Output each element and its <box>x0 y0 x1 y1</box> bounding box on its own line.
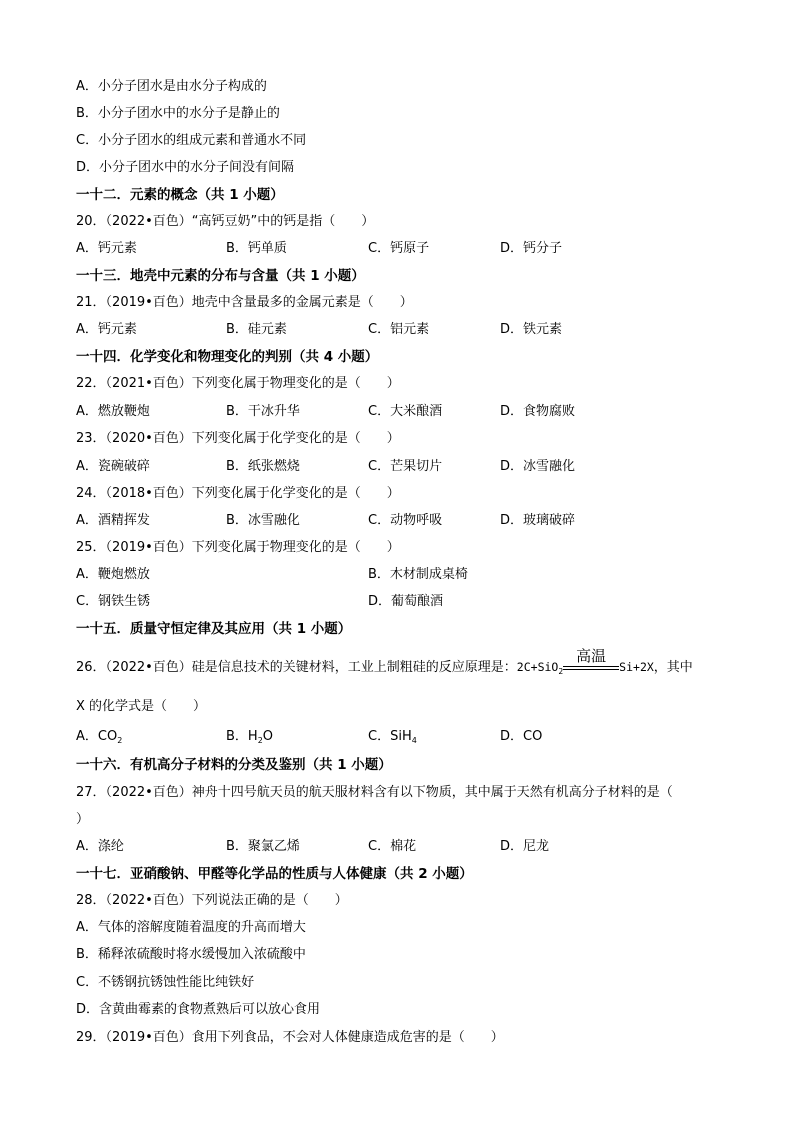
equation-equals-sign <box>563 646 619 672</box>
q28-option-c: C．不锈钢抗锈蚀性能比纯铁好 <box>76 975 255 990</box>
q24-option-b: B．冰雪融化 <box>226 513 300 528</box>
section-heading-12: 一十二．元素的概念（共 1 小题） <box>76 187 284 203</box>
q26-option-c-text: C．SiH <box>368 729 412 744</box>
q28-stem: 28．（2022•百色）下列说法正确的是（ ） <box>76 893 348 908</box>
q19-option-a: A．小分子团水是由水分子构成的 <box>76 79 267 94</box>
q27-option-d: D．尼龙 <box>500 839 550 854</box>
q20-stem: 20．（2022•百色）“高钙豆奶”中的钙是指（ ） <box>76 214 375 229</box>
q25-stem: 25．（2019•百色）下列变化属于物理变化的是（ ） <box>76 540 400 555</box>
section-heading-15: 一十五．质量守恒定律及其应用（共 1 小题） <box>76 621 352 637</box>
q26-stem <box>76 646 726 681</box>
q28-option-d: D．含黄曲霉素的食物煮熟后可以放心食用 <box>76 1002 321 1017</box>
q26-option-c <box>368 728 417 750</box>
q26-option-c-sub: 4 <box>411 736 417 745</box>
q26-option-b-tail: O <box>262 729 274 744</box>
q25-option-d: D．葡萄酿酒 <box>368 594 444 609</box>
q25-option-a: A．鞭炮燃放 <box>76 567 150 582</box>
section-heading-13: 一十三．地壳中元素的分布与含量（共 1 小题） <box>76 268 365 284</box>
q22-option-c: C．大米酿酒 <box>368 404 443 419</box>
q19-option-b: B．小分子团水中的水分子是静止的 <box>76 106 280 121</box>
q27-option-a: A．涤纶 <box>76 839 124 854</box>
q23-option-d: D．冰雪融化 <box>500 459 576 474</box>
q26-option-a-text: A．CO <box>76 729 118 744</box>
q21-option-b: B．硅元素 <box>226 322 287 337</box>
q27-option-b: B．聚氯乙烯 <box>226 839 300 854</box>
section-heading-16: 一十六．有机高分子材料的分类及鉴别（共 1 小题） <box>76 757 392 773</box>
q23-stem: 23．（2020•百色）下列变化属于化学变化的是（ ） <box>76 431 400 446</box>
q23-option-b: B．纸张燃烧 <box>226 459 300 474</box>
q26-option-a-sub: 2 <box>117 736 123 745</box>
q27-option-c: C．棉花 <box>368 839 417 854</box>
equation-products: Si+2X <box>619 660 654 674</box>
q22-option-a: A．燃放鞭炮 <box>76 404 150 419</box>
q21-option-d: D．铁元素 <box>500 322 563 337</box>
reaction-condition: 高温 <box>576 646 607 665</box>
q27-stem-line1: 27．（2022•百色）神舟十四号航天员的航天服材料含有以下物质，其中属于天然有机高分子材料的是（ <box>76 785 673 800</box>
q26-stem-tail: ，其中 <box>653 660 693 675</box>
q28-option-a: A．气体的溶解度随着温度的升高而增大 <box>76 920 306 935</box>
q24-option-a: A．酒精挥发 <box>76 513 150 528</box>
section-heading-17: 一十七．亚硝酸钠、甲醛等化学品的性质与人体健康（共 2 小题） <box>76 866 473 882</box>
q22-option-d: D．食物腐败 <box>500 404 576 419</box>
q21-stem: 21．（2019•百色）地壳中含量最多的金属元素是（ ） <box>76 295 413 310</box>
q29-stem: 29．（2019•百色）食用下列食品，不会对人体健康造成危害的是（ ） <box>76 1030 504 1045</box>
q19-option-c: C．小分子团水的组成元素和普通水不同 <box>76 133 307 148</box>
q27-stem-line2: ） <box>76 812 90 827</box>
q26-option-b-text: B．H <box>226 729 258 744</box>
q22-stem: 22．（2021•百色）下列变化属于物理变化的是（ ） <box>76 376 400 391</box>
chemical-equation <box>516 646 654 681</box>
section-heading-14: 一十四．化学变化和物理变化的判别（共 4 小题） <box>76 349 379 365</box>
q20-option-c: C．钙原子 <box>368 241 430 256</box>
q26-option-a <box>76 728 122 750</box>
q21-option-a: A．钙元素 <box>76 322 137 337</box>
q25-option-b: B．木材制成桌椅 <box>368 567 468 582</box>
q19-option-d: D．小分子团水中的水分子间没有间隔 <box>76 160 295 175</box>
equation-subscript: 2 <box>558 667 564 676</box>
q26-stem-text: 26．（2022•百色）硅是信息技术的关键材料，工业上制粗硅的反应原理是： <box>76 660 517 675</box>
q24-option-c: C．动物呼吸 <box>368 513 443 528</box>
q25-option-c: C．钢铁生锈 <box>76 594 151 609</box>
q20-option-a: A．钙元素 <box>76 241 137 256</box>
q26-option-d-text: D．CO <box>500 729 543 744</box>
q22-option-b: B．干冰升华 <box>226 404 300 419</box>
q24-stem: 24．（2018•百色）下列变化属于化学变化的是（ ） <box>76 486 400 501</box>
q20-option-d: D．钙分子 <box>500 241 563 256</box>
equation-reactants: 2C+SiO <box>516 660 559 674</box>
q26-stem-line2: X 的化学式是（ ） <box>76 699 207 714</box>
q26-option-b-sub: 2 <box>257 736 263 745</box>
q23-option-a: A．瓷碗破碎 <box>76 459 150 474</box>
q21-option-c: C．铝元素 <box>368 322 430 337</box>
q23-option-c: C．芒果切片 <box>368 459 443 474</box>
q26-option-b <box>226 728 273 750</box>
q26-option-d <box>500 728 542 746</box>
q24-option-d: D．玻璃破碎 <box>500 513 576 528</box>
q28-option-b: B．稀释浓硫酸时将水缓慢加入浓硫酸中 <box>76 947 306 962</box>
q20-option-b: B．钙单质 <box>226 241 287 256</box>
